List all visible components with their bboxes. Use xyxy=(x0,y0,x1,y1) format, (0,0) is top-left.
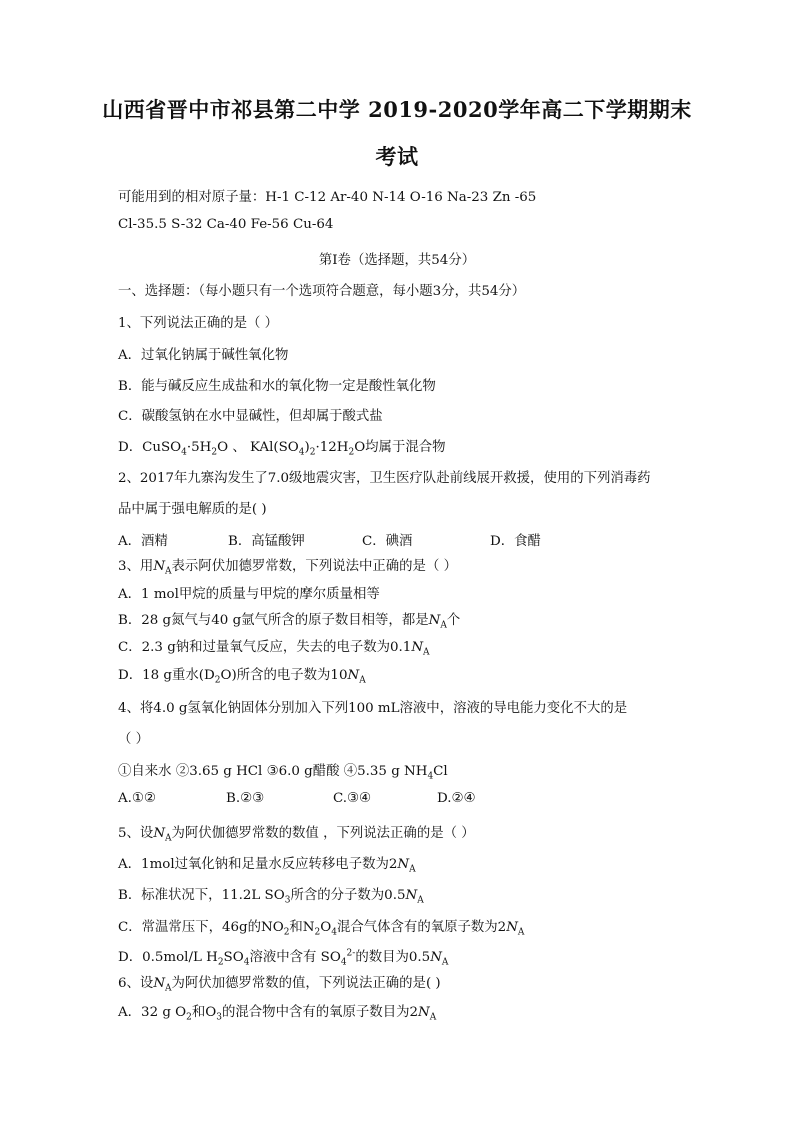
q3-option-d: D．18 g重水$(D_2O)$所含的电子数为$10N_A$ xyxy=(118,668,366,686)
document-title-line-2: 考试 xyxy=(375,144,419,169)
q3-option-c: C．2.3 g钠和过量氧气反应，失去的电子数为$0.1N_A$ xyxy=(118,640,430,658)
section-instructions: 一、选择题：（每小题只有一个选项符合题意，每小题3分，共54分） xyxy=(118,284,526,299)
q4-stem-line-2: （ ） xyxy=(118,732,150,747)
q2-stem-line-2: 品中属于强电解质的是( ) xyxy=(118,502,267,517)
q2-stem-line-1: 2、2017年九寨沟发生了7.0级地震灾害，卫生医疗队赴前线展开救援，使用的下列消毒药 xyxy=(118,471,651,486)
q1-option-d: D．$CuSO_4\cdot 5H_2O$ 、 $KAl(SO_4)_2\cdot 12H_2O$均属于混合物 xyxy=(118,440,446,458)
document-title-line-1: 山西省晋中市祁县第二中学 2019-2020学年高二下学期期末 xyxy=(102,97,692,122)
q4-option-d: D.②④ xyxy=(437,791,476,806)
q5-option-d: D．0.5mol/L $H_2SO_4$溶液中含有 $SO_4^{2-}$的数目为$0.5N_A$ xyxy=(118,948,449,968)
q5-option-c: C．常温常压下，46g的$NO_2$和$N_2O_4$混合气体含有的氧原子数为$2N_A$ xyxy=(118,920,525,938)
q4-option-a: A.①② xyxy=(118,791,156,806)
q4-items: ①自来水 ②3.65 g HCl ③6.0 g醋酸 ④5.35 g $NH_4Cl$ xyxy=(118,764,448,782)
q2-option-d: D．食醋 xyxy=(490,534,541,549)
q5-stem: 5、设$N_A$为阿伏伽德罗常数的数值 ，下列说法正确的是（ ） xyxy=(118,826,475,844)
atomic-masses-line-1: 可能用到的相对原子量：H-1 C-12 Ar-40 N-14 O-16 Na-23 Zn -65 xyxy=(118,190,537,205)
q5-option-b: B．标准状况下，11.2L $SO_3$所含的分子数为$0.5N_A$ xyxy=(118,888,424,906)
q2-option-c: C．碘酒 xyxy=(362,534,413,549)
q6-stem: 6、设$N_A$为阿伏加德罗常数的值，下列说法正确的是( ) xyxy=(118,976,441,994)
q3-stem: 3、用$N_A$表示阿伏加德罗常数，下列说法中正确的是（ ） xyxy=(118,559,457,577)
q3-option-b: B．28 g氮气与40 g氩气所含的原子数目相等，都是$N_A$个 xyxy=(118,613,461,631)
q2-option-a: A．酒精 xyxy=(118,534,168,549)
q4-option-b: B.②③ xyxy=(226,791,265,806)
q4-option-c: C.③④ xyxy=(333,791,372,806)
q1-option-c: C．碳酸氢钠在水中显碱性，但却属于酸式盐 xyxy=(118,409,383,424)
section-title: 第Ⅰ卷（选择题，共54分） xyxy=(318,253,476,268)
q5-option-a: A．1mol过氧化钠和足量水反应转移电子数为$2N_A$ xyxy=(118,857,416,875)
q1-option-b: B．能与碱反应生成盐和水的氧化物一定是酸性氧化物 xyxy=(118,379,436,394)
q4-stem-line-1: 4、将4.0 g氢氧化钠固体分别加入下列100 mL溶液中，溶液的导电能力变化不大的是 xyxy=(118,701,628,716)
q6-option-a: A．32 g $O_2$和$O_3$的混合物中含有的氧原子数目为$2N_A$ xyxy=(118,1005,437,1023)
q1-option-a: A．过氧化钠属于碱性氧化物 xyxy=(118,348,289,363)
q2-option-b: B．高锰酸钾 xyxy=(228,534,305,549)
q3-option-a: A．1 mol甲烷的质量与甲烷的摩尔质量相等 xyxy=(118,587,380,602)
atomic-masses-line-2: Cl-35.5 S-32 Ca-40 Fe-56 Cu-64 xyxy=(118,217,334,232)
q1-stem: 1、下列说法正确的是（ ） xyxy=(118,316,279,331)
